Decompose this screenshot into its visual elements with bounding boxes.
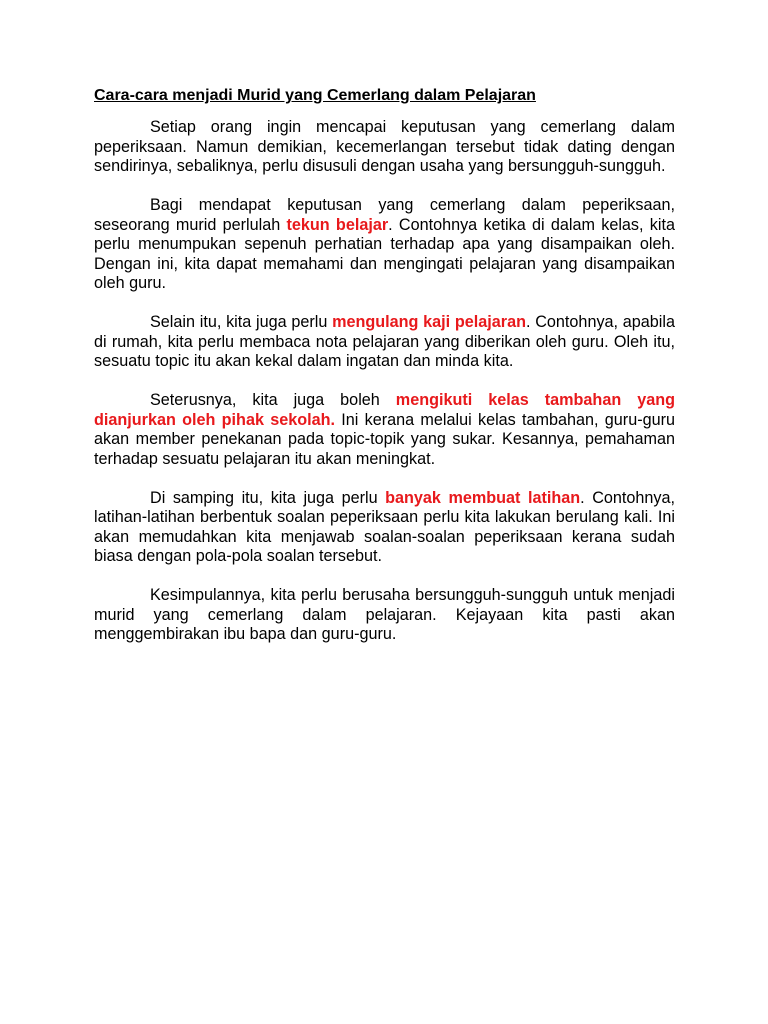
text-segment: Selain itu, kita juga perlu [150,313,333,331]
text-segment: . Contohnya ketika di dalam kelas, kita perlu menumpukan sepenuh perhatian terhadap apa yang disampaikan oleh. Dengan ini, kita dapat memahami dan mengingati pelajaran yang disampaikan oleh guru. [94,215,675,292]
text-segment: . Contohnya, apabila di rumah, kita perlu membaca nota pelajaran yang diberikan oleh guru. Oleh itu, sesuatu topic itu akan kekal dalam ingatan dan minda kita. [94,313,675,370]
document-page [94,86,675,664]
text-segment: . Contohnya, latihan-latihan berbentuk soalan peperiksaan perlu kita lakukan berulang kali. Ini akan memudahkan kita menjawab soalan-soalan peperiksaan kerana sudah biasa dengan pola-pola soalan tersebut. [94,488,675,565]
text-segment: Kesimpulannya, kita perlu berusaha bersungguh-sungguh untuk menjadi murid yang cemerlang dalam pelajaran. Kejayaan kita pasti akan menggembirakan ibu bapa dan guru-guru. [94,586,675,643]
text-segment: Di samping itu, kita juga perlu [150,488,386,507]
paragraph-kesimpulan [94,586,675,645]
paragraph-intro [94,118,675,177]
text-segment: Setiap orang ingin mencapai keputusan yang cemerlang dalam peperiksaan. Namun demikian, kecemerlangan tersebut tidak dating dengan sendirinya, sebaliknya, perlu disusuli dengan usaha yang bersungguh-sungguh. [94,118,675,175]
highlighted-phrase: mengikuti kelas tambahan yang dianjurkan oleh pihak sekolah. [94,391,675,429]
paragraph-mengulang-kaji [94,313,675,372]
highlighted-phrase: tekun belajar [286,215,389,234]
highlighted-phrase: mengulang kaji pelajaran [332,313,526,331]
document-title: Cara-cara menjadi Murid yang Cemerlang dalam Pelajaran [94,87,536,104]
paragraph-membuat-latihan [94,489,675,567]
highlighted-phrase: banyak membuat latihan [385,488,581,507]
paragraph-tekun-belajar [94,196,675,294]
text-segment: Seterusnya, kita juga boleh [150,391,396,409]
text-segment: Bagi mendapat keputusan yang cemerlang dalam peperiksaan, seseorang murid perlulah [94,196,675,234]
text-segment: Ini kerana melalui kelas tambahan, guru-guru akan member penekanan pada topic-topik yang sukar. Kesannya, pemahaman terhadap sesuatu pelajaran itu akan meningkat. [94,410,675,468]
paragraph-kelas-tambahan [94,391,675,469]
